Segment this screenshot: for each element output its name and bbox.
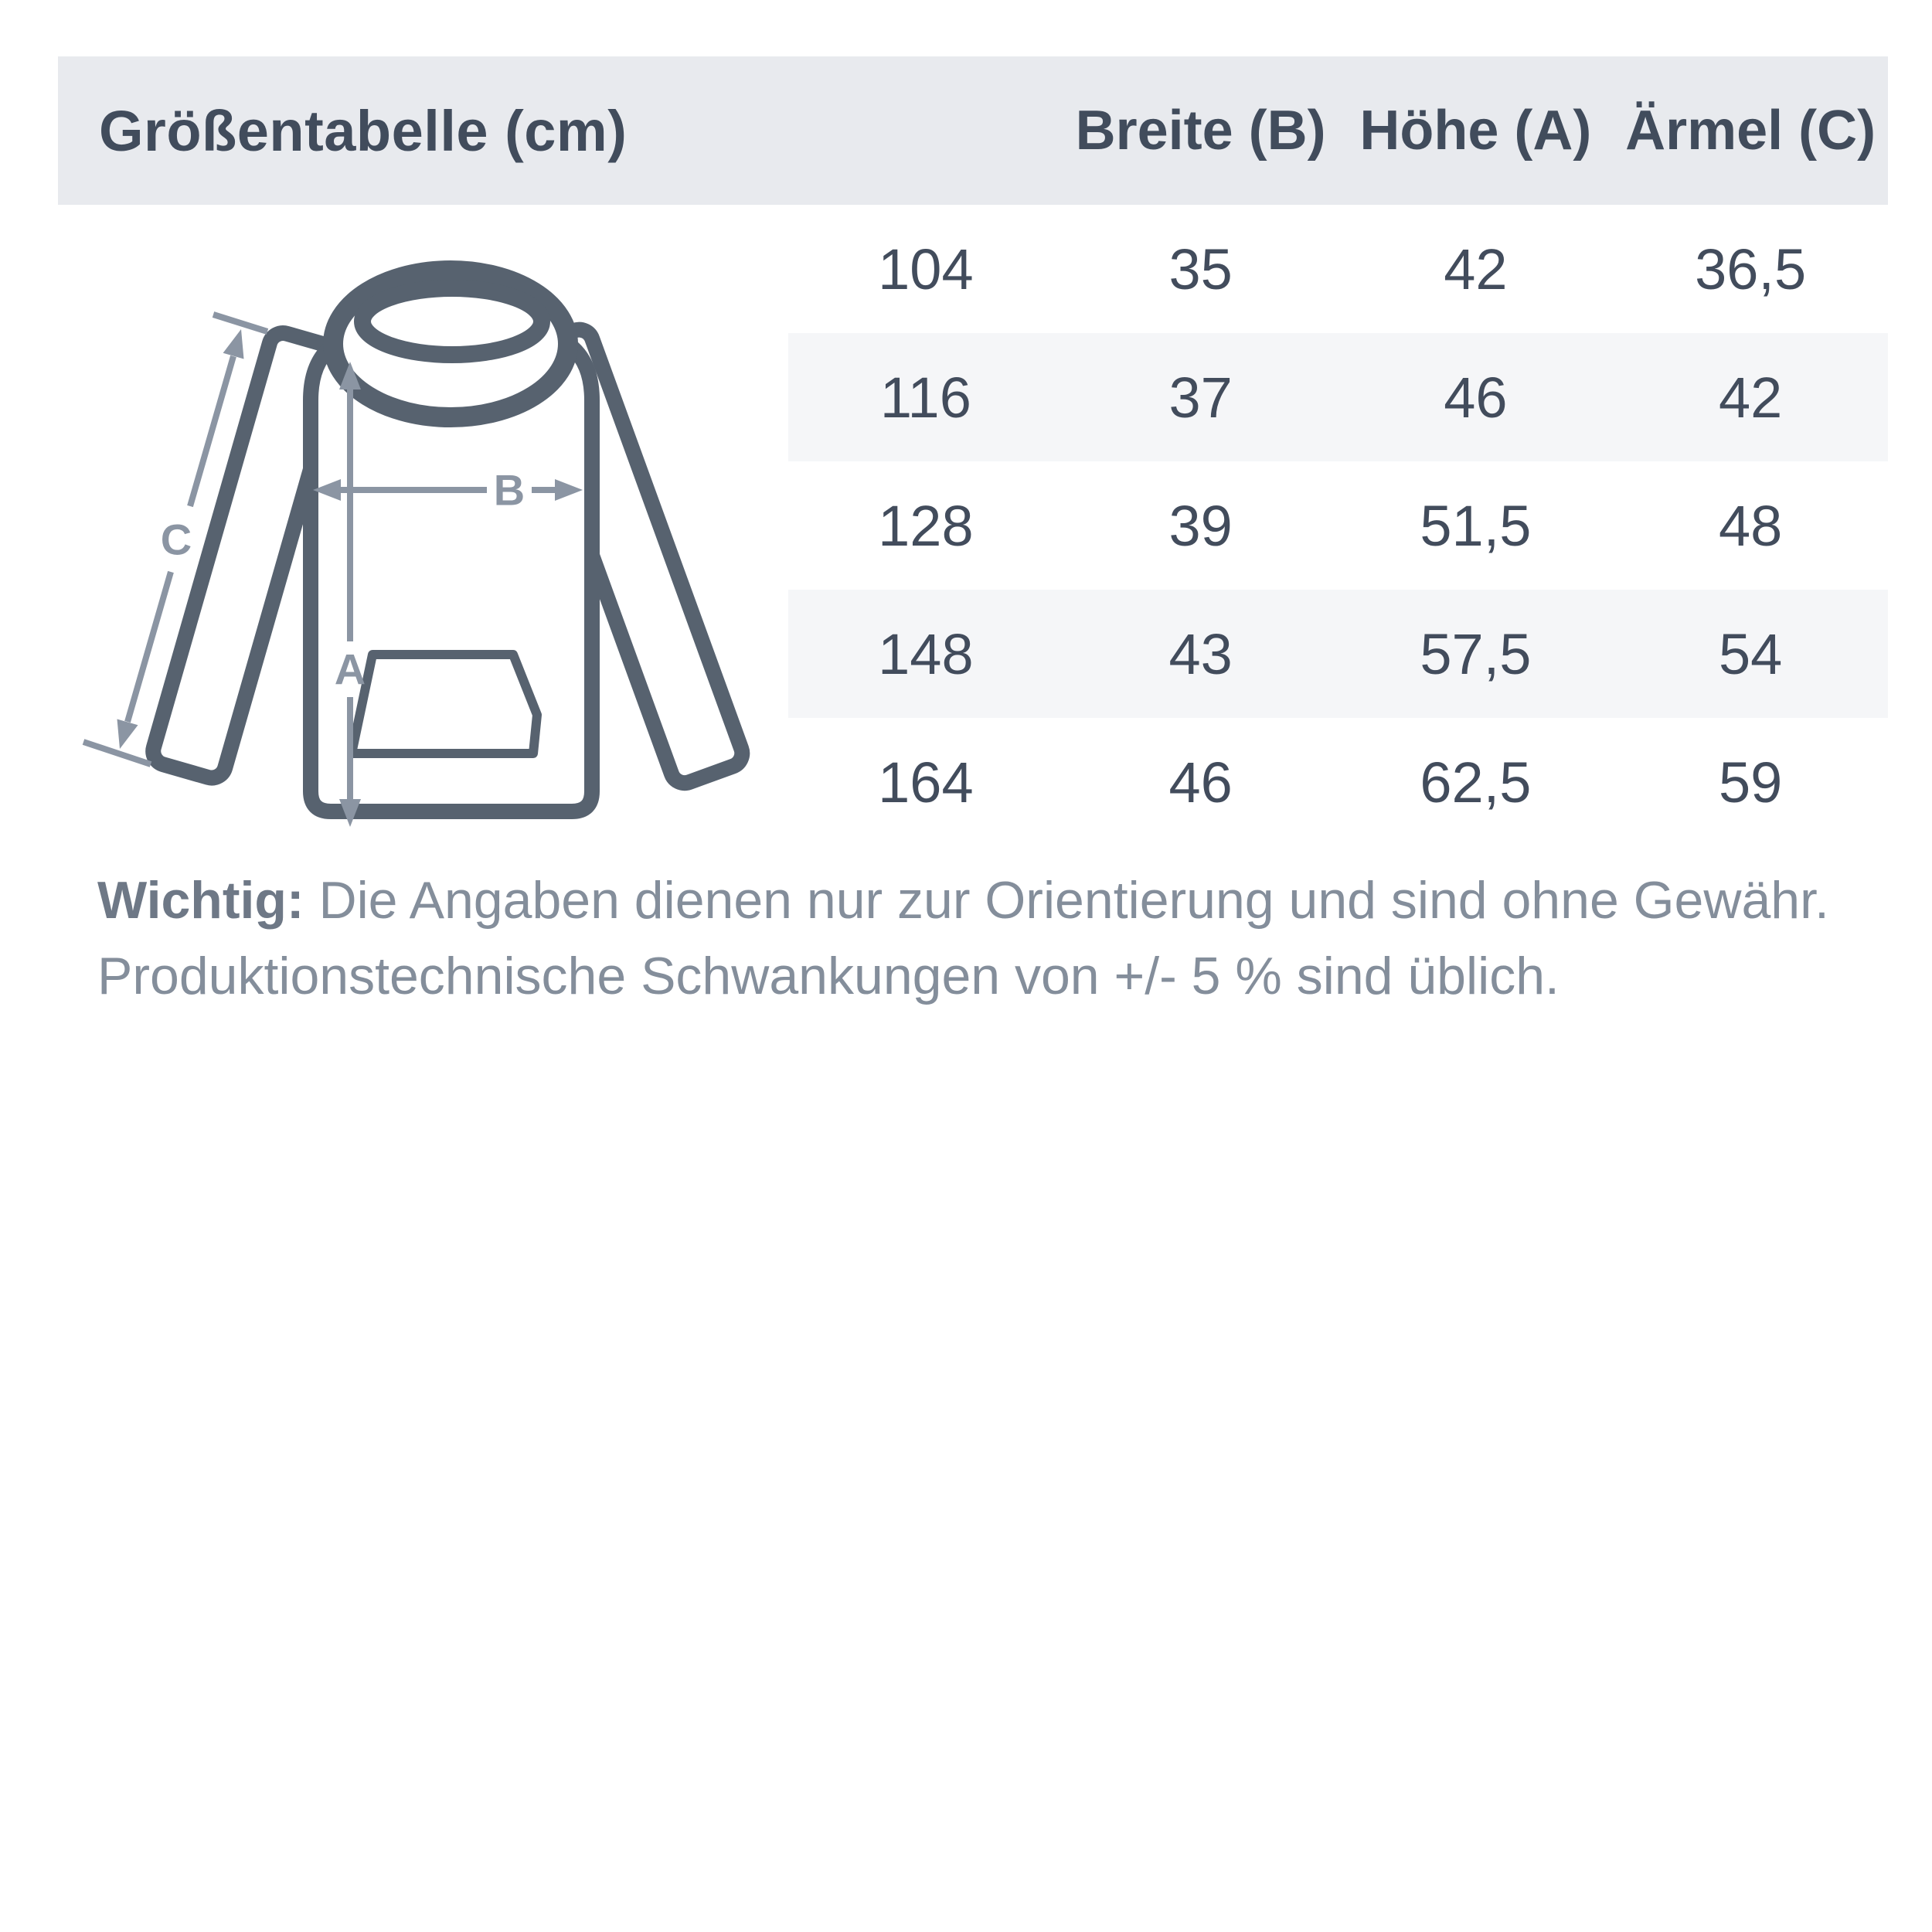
column-header-hoehe: Höhe (A) [1359,100,1592,162]
note-line-2 [97,938,1875,1014]
cell-aermel: 54 [1718,621,1783,686]
cell-hoehe: 57,5 [1420,621,1532,686]
hoodie-measurement-diagram [54,216,788,858]
cell-aermel: 36,5 [1695,236,1807,301]
arrow-up-right-icon [223,329,244,359]
column-header-spacer [788,56,1063,205]
cell-size: 116 [879,365,971,430]
cell-hoehe: 51,5 [1420,493,1532,558]
hood-inner-outline [362,288,542,355]
table-row [788,718,1888,846]
cell-hoehe: 62,5 [1420,750,1532,815]
cell-breite: 39 [1168,493,1233,558]
cell-size: 148 [878,621,974,686]
cell-breite: 43 [1168,621,1233,686]
cell-breite: 37 [1168,365,1233,430]
table-row [788,205,1888,333]
note-text-1: Die Angaben dienen nur zur Orientierung und sind ohne Gewähr. [304,871,1829,930]
cell-breite: 35 [1168,236,1233,301]
cell-aermel: 42 [1718,365,1783,430]
column-header-aermel: Ärmel (C) [1625,100,1876,162]
cell-size: 164 [878,750,974,815]
note-line-1 [97,862,1875,938]
column-header-breite: Breite (B) [1075,100,1326,162]
measure-tick-top [213,315,267,332]
cell-aermel: 59 [1718,750,1783,815]
measure-label-c: C [160,515,192,564]
cell-size: 104 [878,236,974,301]
note-lead: Wichtig: [97,871,304,930]
hoodie-icon [54,216,788,858]
table-row [788,333,1888,461]
table-row [788,461,1888,590]
measure-label-b: B [493,465,526,515]
cell-breite: 46 [1168,750,1233,815]
note-text-2: Produktionstechnische Schwankungen von +/- 5 % sind üblich. [97,947,1560,1005]
measure-tick-bottom [83,742,151,764]
disclaimer-note [97,862,1875,1014]
pocket-outline [352,655,537,753]
cell-size: 128 [878,493,974,558]
cell-hoehe: 42 [1444,236,1508,301]
cell-hoehe: 46 [1444,365,1508,430]
table-row [788,590,1888,718]
measure-label-a: A [334,645,366,694]
page-title: Größentabelle (cm) [99,98,628,163]
arrow-down-left-icon [117,719,138,750]
column-header-row [788,56,1888,205]
cell-aermel: 48 [1718,493,1783,558]
